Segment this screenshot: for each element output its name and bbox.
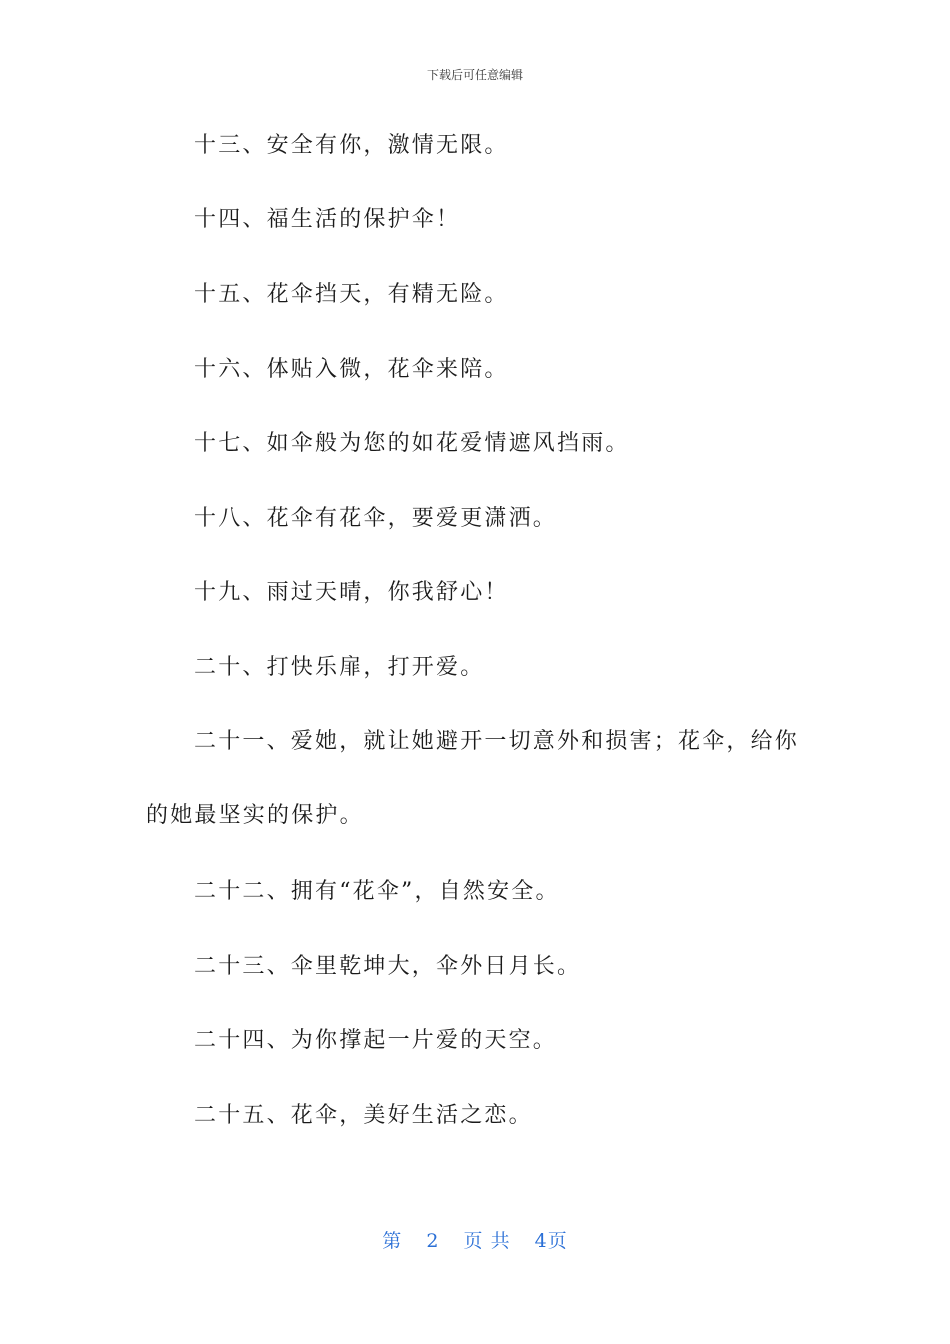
- paragraph-21: 二十一、爱她，就让她避开一切意外和损害；花伞，给你的她最坚实的保护。: [146, 729, 800, 828]
- paragraph-23: 二十三、伞里乾坤大，伞外日月长。: [194, 954, 582, 979]
- paragraph-13: 十三、安全有你，激情无限。: [194, 133, 509, 158]
- paragraph-24: 二十四、为你撑起一片爱的天空。: [194, 1028, 558, 1053]
- paragraph-19: 十九、雨过天晴，你我舒心！: [194, 580, 509, 605]
- paragraph-22: 二十二、拥有“花伞”，自然安全。: [194, 879, 560, 904]
- current-page-number: 2: [426, 1230, 440, 1252]
- paragraph-15: 十五、花伞挡天，有精无险。: [194, 282, 509, 307]
- total-pages: 4页: [534, 1230, 568, 1252]
- footer-prefix: 第: [382, 1230, 403, 1252]
- paragraph-16: 十六、体贴入微，花伞来陪。: [194, 357, 509, 382]
- paragraph-14: 十四、福生活的保护伞！: [194, 207, 461, 232]
- page-number-footer: [0, 1226, 950, 1253]
- paragraph-20: 二十、打快乐扉，打开爱。: [194, 655, 485, 680]
- paragraph-18: 十八、花伞有花伞，要爱更潇洒。: [194, 506, 558, 531]
- footer-mid: 页 共: [463, 1230, 511, 1252]
- header-note: 下载后可任意编辑: [426, 68, 523, 82]
- paragraph-17: 十七、如伞般为您的如花爱情遮风挡雨。: [194, 431, 630, 456]
- paragraph-25: 二十五、花伞，美好生活之恋。: [194, 1103, 533, 1128]
